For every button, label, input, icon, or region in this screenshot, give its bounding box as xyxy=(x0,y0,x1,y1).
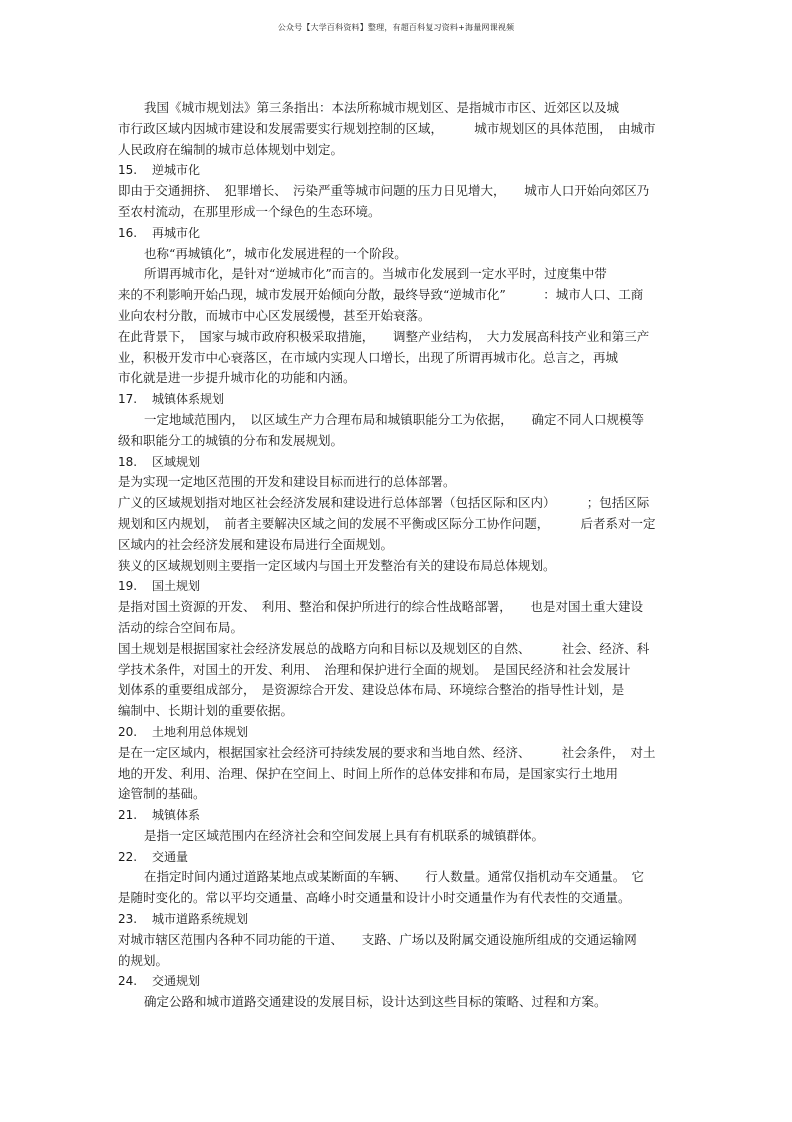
section-number: 20. xyxy=(118,724,138,739)
section-number: 18. xyxy=(118,454,138,469)
section-title: 国土规划 xyxy=(152,579,201,594)
section-number: 15. xyxy=(118,163,138,178)
section-heading xyxy=(118,160,678,181)
section-title: 土地利用总体规划 xyxy=(152,724,249,739)
text-line: 划体系的重要组成部分， 是资源综合开发、建设总体布局、环境综合整治的指导性计划，是 xyxy=(118,682,625,698)
text-line: 业，积极开发市中心衰落区，在市域内实现人口增长，出现了所谓再城市化。总言之，再城 xyxy=(118,349,619,365)
section-title: 城市道路系统规划 xyxy=(152,912,249,927)
section-number: 17. xyxy=(118,392,138,407)
document-body xyxy=(118,98,678,1013)
text-line: 一定地域范围内， 以区域生产力合理布局和城镇职能分工为依据， 确定不同人口规模等 xyxy=(144,411,645,427)
section-number: 19. xyxy=(118,579,138,594)
text-line: 的规划。 xyxy=(118,952,169,968)
section-number: 21. xyxy=(118,808,138,823)
text-line: 是指一定区域范围内在经济社会和空间发展上具有有机联系的城镇群体。 xyxy=(144,827,545,843)
section-title: 城镇体系 xyxy=(152,808,201,823)
text-line: 地的开发、利用、治理、保护在空间上、时间上所作的总体安排和布局，是国家实行土地用 xyxy=(118,765,619,781)
text-line: 确定公路和城市道路交通建设的发展目标，设计达到这些目标的策略、过程和方案。 xyxy=(144,994,607,1010)
text-line: 来的不利影响开始凸现，城市发展开始倾向分散，最终导致“逆城市化” ：城市人口、工商 xyxy=(118,287,644,303)
section-heading xyxy=(118,805,678,826)
text-line: 也称“再城镇化”，城市化发展进程的一个阶段。 xyxy=(144,245,407,261)
text-line: 国土规划是根据国家社会经济发展总的战略方向和目标以及规划区的自然、 社会、经济、科 xyxy=(118,640,650,656)
text-line: 规划和区内规划， 前者主要解决区域之间的发展不平衡或区际分工协作问题， 后者系对一定 xyxy=(118,515,656,531)
text-line: 是在一定区域内，根据国家社会经济可持续发展的要求和当地自然、经济、 社会条件， 对土 xyxy=(118,744,656,760)
section-heading xyxy=(118,389,678,410)
section-title: 逆城市化 xyxy=(152,163,201,178)
section-title: 交通规划 xyxy=(152,974,201,989)
section-heading xyxy=(118,452,678,473)
text-line: 级和职能分工的城镇的分布和发展规划。 xyxy=(118,432,344,448)
text-line: 活动的综合空间布局。 xyxy=(118,619,244,635)
text-line: 在此背景下， 国家与城市政府积极采取措施， 调整产业结构， 大力发展高科技产业和第三产 xyxy=(118,328,650,344)
section-heading xyxy=(118,909,678,930)
text-line: 所谓再城市化，是针对“逆城市化”而言的。当城市化发展到一定水平时，过度集中带 xyxy=(144,266,607,282)
section-heading xyxy=(118,971,678,992)
page-header-note: 公众号【大学百科资料】整理，有超百科复习资料+海量网课视频 xyxy=(277,23,515,32)
section-number: 24. xyxy=(118,974,138,989)
section-title: 再城市化 xyxy=(152,225,201,240)
text-line: 是随时变化的。常以平均交通量、高峰小时交通量和设计小时交通量作为有代表性的交通量。 xyxy=(118,890,631,906)
section-heading xyxy=(118,847,678,868)
section-heading xyxy=(118,223,678,244)
text-line: 学技术条件，对国土的开发、利用、 治理和保护进行全面的规划。 是国民经济和社会发展计 xyxy=(118,661,631,677)
section-number: 16. xyxy=(118,225,138,240)
text-line: 即由于交通拥挤、 犯罪增长、 污染严重等城市问题的压力日见增大， 城市人口开始向郊区乃 xyxy=(118,183,650,199)
text-line: 途管制的基础。 xyxy=(118,786,206,802)
text-line: 是指对国土资源的开发、 利用、整治和保护所进行的综合性战略部署， 也是对国土重大建设 xyxy=(118,599,644,615)
section-title: 城镇体系规划 xyxy=(152,392,225,407)
text-line: 在指定时间内通过道路某地点或某断面的车辆、 行人数量。通常仅指机动车交通量。 它 xyxy=(144,869,645,885)
text-line: 是为实现一定地区范围的开发和建设目标而进行的总体部署。 xyxy=(118,474,456,490)
text-line: 广义的区域规划指对地区社会经济发展和建设进行总体部署（包括区际和区内） ；包括区际 xyxy=(118,495,650,511)
section-title: 区域规划 xyxy=(152,454,201,469)
text-line: 区域内的社会经济发展和建设布局进行全面规划。 xyxy=(118,536,394,552)
text-line: 狭义的区域规划则主要指一定区域内与国土开发整治有关的建设布局总体规划。 xyxy=(118,557,556,573)
text-line: 市化就是进一步提升城市化的功能和内涵。 xyxy=(118,370,356,386)
text-line: 编制中、长期计划的重要依据。 xyxy=(118,703,294,719)
section-title: 交通量 xyxy=(152,849,189,864)
text-line: 业向农村分散，而城市中心区发展缓慢，甚至开始衰落。 xyxy=(118,307,431,323)
text-line: 市行政区域内因城市建设和发展需要实行规划控制的区域， 城市规划区的具体范围， 由城市 xyxy=(118,120,656,136)
text-line: 人民政府在编制的城市总体规划中划定。 xyxy=(118,141,344,157)
text-line: 至农村流动，在那里形成一个绿色的生态环境。 xyxy=(118,203,381,219)
text-line: 我国《城市规划法》第三条指出：本法所称城市规划区、是指城市市区、近郊区以及城 xyxy=(144,100,620,115)
section-heading xyxy=(118,576,678,597)
section-number: 23. xyxy=(118,912,138,927)
text-line: 对城市辖区范围内各种不同功能的干道、 支路、广场以及附属交通设施所组成的交通运输网 xyxy=(118,931,637,947)
section-number: 22. xyxy=(118,849,138,864)
section-heading xyxy=(118,722,678,743)
